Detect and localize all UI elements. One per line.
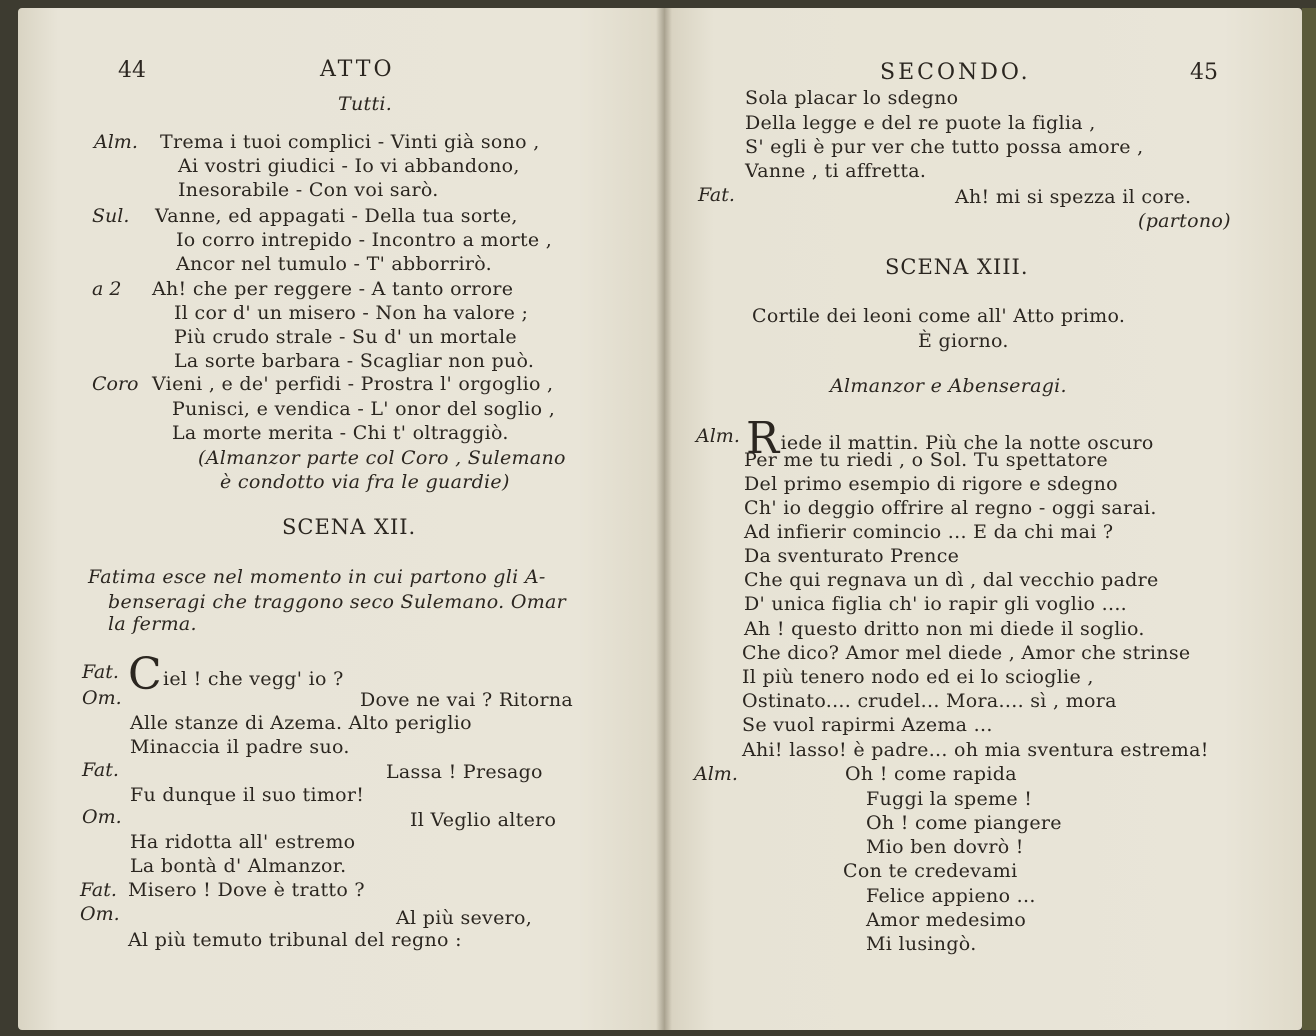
dialogue-speaker: Om. [82,806,122,828]
dialogue-speaker: Alm. [696,425,740,447]
verse-speaker: a 2 [92,278,122,300]
dialogue-line: La bontà d' Almanzor. [130,855,347,877]
dialogue-line: Per me tu riedi , o Sol. Tu spettatore [744,449,1108,471]
tutti-label: Tutti. [338,93,393,115]
dialogue-line: Del primo esempio di rigore e sdegno [744,473,1118,495]
dialogue-line: Dove ne vai ? Ritorna [360,689,574,711]
book-gutter [656,8,672,1030]
verse-line: Io corro intrepido - Incontro a morte , [176,229,553,251]
verse-line: S' egli è pur ver che tutto possa amore , [745,136,1144,158]
dialogue-line: Alle stanze di Azema. Alto periglio [130,712,472,734]
verse-line: Fuggi la speme ! [866,788,1033,810]
verse-line: Inesorabile - Con voi sarò. [178,179,439,201]
dialogue-line: Se vuol rapirmi Azema ... [742,714,993,736]
dialogue-line: Fu dunque il suo timor! [130,784,365,806]
verse-line: Felice appieno ... [866,885,1036,907]
verse-line: Della legge e del re puote la figlia , [745,112,1096,134]
scene-description: la ferma. [108,613,197,635]
left-running-head: ATTO [320,57,395,82]
dialogue-line: Il Veglio altero [410,809,557,831]
scene-setting: È giorno. [918,330,1009,352]
dialogue-line: Al più severo, [396,907,533,929]
verse-line: Più crudo strale - Su d' un mortale [174,326,517,348]
verse-line: Ancor nel tumulo - T' abborrirò. [176,253,492,275]
dialogue-line: Il più tenero nodo ed ei lo scioglie , [742,666,1094,688]
exit-direction: (partono) [1138,210,1231,232]
verse-line: Vanne , ti affretta. [745,160,927,182]
verse-line: Trema i tuoi complici - Vinti già sono , [160,131,540,153]
dialogue-line: Che qui regnava un dì , dal vecchio padre [744,569,1159,591]
verse-speaker: Coro [92,373,139,395]
left-page-number: 44 [118,58,146,83]
dialogue-line: Misero ! Dove è tratto ? [128,879,365,901]
dialogue-line: Ah ! questo dritto non mi diede il soglio. [744,618,1145,640]
dialogue-line: Ahi! lasso! è padre... oh mia sventura estrema! [742,739,1209,761]
dialogue-line: Ch' io deggio offrire al regno - oggi sarai. [744,497,1157,519]
scene-description: benseragi che traggono seco Sulemano. Omar [108,591,567,613]
drop-cap: C [128,649,162,700]
stage-direction: (Almanzor parte col Coro , Sulemano [198,447,566,469]
scene-characters: Almanzor e Abenseragi. [830,375,1067,397]
drop-cap: R [746,413,780,464]
verse-line: Il cor d' un misero - Non ha valore ; [174,302,529,324]
dialogue-line: Ad infierir comincio ... E da chi mai ? [744,521,1114,543]
scene-setting: Cortile dei leoni come all' Atto primo. [752,305,1126,327]
dialogue-line: Che dico? Amor mel diede , Amor che strinse [742,642,1191,664]
dialogue-speaker: Fat. [80,879,117,901]
dialogue-line: Al più temuto tribunal del regno : [128,929,462,951]
dialogue-speaker: Om. [80,903,120,925]
right-page-number: 45 [1190,60,1218,85]
dialogue-line: Da sventurato Prence [744,545,960,567]
verse-line: La sorte barbara - Scagliar non può. [174,350,535,372]
verse-line: Con te credevami [843,860,1018,882]
stage-direction: è condotto via fra le guardie) [220,471,510,493]
verse-line: La morte merita - Chi t' oltraggiò. [172,422,509,444]
verse-line: Oh ! come piangere [866,812,1062,834]
dialogue-line [128,649,344,700]
dialogue-speaker: Fat. [82,661,119,683]
dialogue-line: Minaccia il padre suo. [130,736,350,758]
verse-line: Ai vostri giudici - Io vi abbandono, [178,155,520,177]
scene-xii-title: SCENA XII. [282,515,417,539]
dialogue-line: Lassa ! Presago [386,761,543,783]
verse-line: Ah! che per reggere - A tanto orrore [152,278,514,300]
verse-line: Vanne, ed appagati - Della tua sorte, [155,205,518,227]
dialogue-line: D' unica figlia ch' io rapir gli voglio .... [744,593,1127,615]
dialogue-line: Ah! mi si spezza il core. [955,186,1192,208]
dialogue-speaker: Om. [82,687,122,709]
scene-xiii-title: SCENA XIII. [885,255,1029,279]
verse-line: Amor medesimo [866,909,1027,931]
scene-description: Fatima esce nel momento in cui partono gli A- [88,566,546,588]
verse-line: Punisci, e vendica - L' onor del soglio , [172,398,556,420]
dialogue-text: iede il mattin. Più che la notte oscuro [780,432,1154,454]
dialogue-line: Ostinato.... crudel... Mora.... sì , mora [742,690,1117,712]
book-edge [1302,8,1316,1030]
verse-line: Vieni , e de' perfidi - Prostra l' orgoglio , [152,373,554,395]
dialogue-speaker: Fat. [82,759,119,781]
verse-line: Mio ben dovrò ! [866,836,1024,858]
verse-speaker: Alm. [94,131,138,153]
verse-line: Oh ! come rapida [845,763,1017,785]
dialogue-speaker: Fat. [698,184,735,206]
dialogue-speaker: Alm. [694,763,738,785]
dialogue-line: Ha ridotta all' estremo [130,831,356,853]
dialogue-text: iel ! che vegg' io ? [162,668,344,690]
verse-line: Mi lusingò. [866,933,977,955]
right-running-head: SECONDO. [880,60,1031,85]
verse-line: Sola placar lo sdegno [745,87,959,109]
verse-speaker: Sul. [92,205,130,227]
